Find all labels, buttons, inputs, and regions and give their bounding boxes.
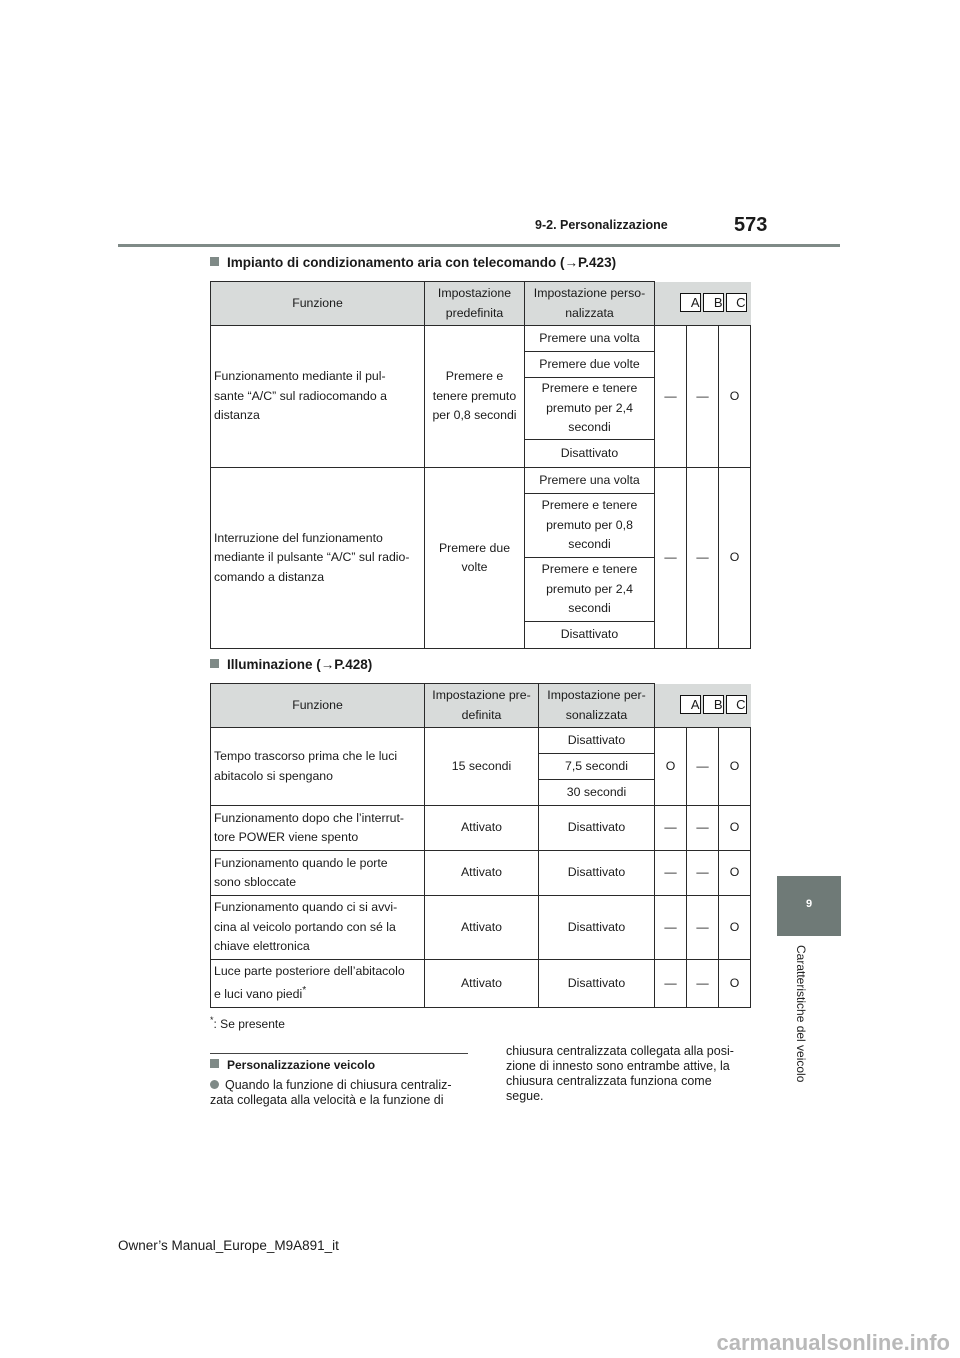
col-a-cell: O	[655, 728, 687, 806]
continuation-paragraph: chiusura centralizzata collegata alla posi- zione di innesto sono entrambe attive, la chiusura centralizzata funziona come segue.	[506, 1044, 734, 1103]
table-row	[211, 806, 751, 851]
column-a-label: A	[680, 695, 701, 714]
header-function: Funzione	[211, 282, 425, 326]
header-abc	[655, 684, 751, 728]
table-row	[211, 960, 751, 1008]
square-bullet-icon	[210, 257, 219, 266]
option-cell: Premere una volta	[525, 468, 655, 494]
function-cell: Funzionamento quando le porte sono sbloccate	[211, 851, 425, 896]
table-row	[211, 851, 751, 896]
option-cell: 7,5 secondi	[539, 754, 655, 780]
chapter-label: Caratteristiche del veicolo	[794, 945, 808, 1083]
table-row	[211, 728, 751, 754]
custom-cell: Disattivato	[539, 851, 655, 896]
column-c-label: C	[726, 293, 747, 312]
header-custom: Impostazione perso- nalizzata	[525, 282, 655, 326]
section-illumination-title: Illuminazione (→P.428)	[210, 657, 372, 672]
col-b-cell: —	[687, 960, 719, 1008]
col-a-cell: —	[655, 806, 687, 851]
footnote-mark: *	[302, 985, 307, 997]
col-a-cell: —	[655, 896, 687, 960]
option-cell: 30 secondi	[539, 780, 655, 806]
column-a-label: A	[680, 293, 701, 312]
default-cell: Attivato	[425, 960, 539, 1008]
vehicle-customization-title: Personalizzazione veicolo	[210, 1058, 375, 1072]
footnote: *: Se presente	[210, 1015, 285, 1031]
subsection-rule	[210, 1053, 468, 1054]
illumination-table	[210, 683, 751, 1008]
col-c-cell: O	[719, 326, 751, 468]
default-cell: Attivato	[425, 851, 539, 896]
round-bullet-icon	[210, 1080, 219, 1089]
option-cell: Disattivato	[539, 728, 655, 754]
option-cell: Disattivato	[525, 622, 655, 649]
page-footer: Owner’s Manual_Europe_M9A891_it	[118, 1238, 339, 1253]
table-header-row	[211, 282, 751, 326]
function-cell: Tempo trascorso prima che le luci abitacolo si spengano	[211, 728, 425, 806]
custom-cell: Disattivato	[539, 960, 655, 1008]
page-number: 573	[734, 214, 768, 236]
function-cell: Funzionamento mediante il pul- sante “A/C” sul radiocomando a distanza	[211, 326, 425, 468]
chapter-number: 9	[805, 898, 813, 910]
col-a-cell: —	[655, 960, 687, 1008]
col-b-cell: —	[687, 468, 719, 649]
col-a-cell: —	[655, 326, 687, 468]
square-bullet-icon	[210, 1059, 219, 1068]
default-cell: Attivato	[425, 806, 539, 851]
col-c-cell: O	[719, 851, 751, 896]
column-b-label: B	[703, 293, 724, 312]
option-cell: Premere una volta	[525, 326, 655, 352]
col-b-cell: —	[687, 728, 719, 806]
column-c-label: C	[726, 695, 747, 714]
table-header-row	[211, 684, 751, 728]
col-c-cell: O	[719, 896, 751, 960]
col-b-cell: —	[687, 806, 719, 851]
header-rule	[118, 244, 840, 247]
col-c-cell: O	[719, 806, 751, 851]
section-air-conditioning-title: Impianto di condizionamento aria con telecomando (→P.423)	[210, 255, 616, 270]
function-cell: Luce parte posteriore dell’abitacolo e luci vano piedi*	[211, 960, 425, 1008]
col-c-cell: O	[719, 468, 751, 649]
col-a-cell: —	[655, 468, 687, 649]
watermark: carmanualsonline.info	[716, 1330, 950, 1355]
table-row	[211, 326, 751, 352]
air-conditioning-table	[210, 281, 751, 649]
custom-cell: Disattivato	[539, 896, 655, 960]
table-row	[211, 896, 751, 960]
option-cell: Premere e tenere premuto per 0,8 secondi	[525, 494, 655, 558]
function-cell: Funzionamento dopo che l’interrut- tore POWER viene spento	[211, 806, 425, 851]
option-cell: Premere e tenere premuto per 2,4 secondi	[525, 378, 655, 440]
default-cell: Premere e tenere premuto per 0,8 secondi	[425, 326, 525, 468]
function-cell: Funzionamento quando ci si avvi- cina al veicolo portando con sé la chiave elettronica	[211, 896, 425, 960]
square-bullet-icon	[210, 659, 219, 668]
column-b-label: B	[703, 695, 724, 714]
col-c-cell: O	[719, 960, 751, 1008]
header-default: Impostazione predefinita	[425, 282, 525, 326]
default-cell: Attivato	[425, 896, 539, 960]
header-custom: Impostazione per- sonalizzata	[539, 684, 655, 728]
section-header: 9-2. Personalizzazione	[535, 218, 668, 232]
custom-cell: Disattivato	[539, 806, 655, 851]
default-cell: 15 secondi	[425, 728, 539, 806]
col-b-cell: —	[687, 896, 719, 960]
table-row	[211, 468, 751, 494]
col-c-cell: O	[719, 728, 751, 806]
option-cell: Premere e tenere premuto per 2,4 secondi	[525, 558, 655, 622]
header-default: Impostazione pre- definita	[425, 684, 539, 728]
col-b-cell: —	[687, 326, 719, 468]
option-cell: Premere due volte	[525, 352, 655, 378]
function-cell: Interruzione del funzionamento mediante il pulsante “A/C” sul radio- comando a distanza	[211, 468, 425, 649]
option-cell: Disattivato	[525, 440, 655, 468]
default-cell: Premere due volte	[425, 468, 525, 649]
col-b-cell: —	[687, 851, 719, 896]
header-function: Funzione	[211, 684, 425, 728]
bullet-paragraph: Quando la funzione di chiusura centraliz- zata collegata alla velocità e la funzione di	[210, 1078, 452, 1107]
col-a-cell: —	[655, 851, 687, 896]
header-abc	[655, 282, 751, 326]
